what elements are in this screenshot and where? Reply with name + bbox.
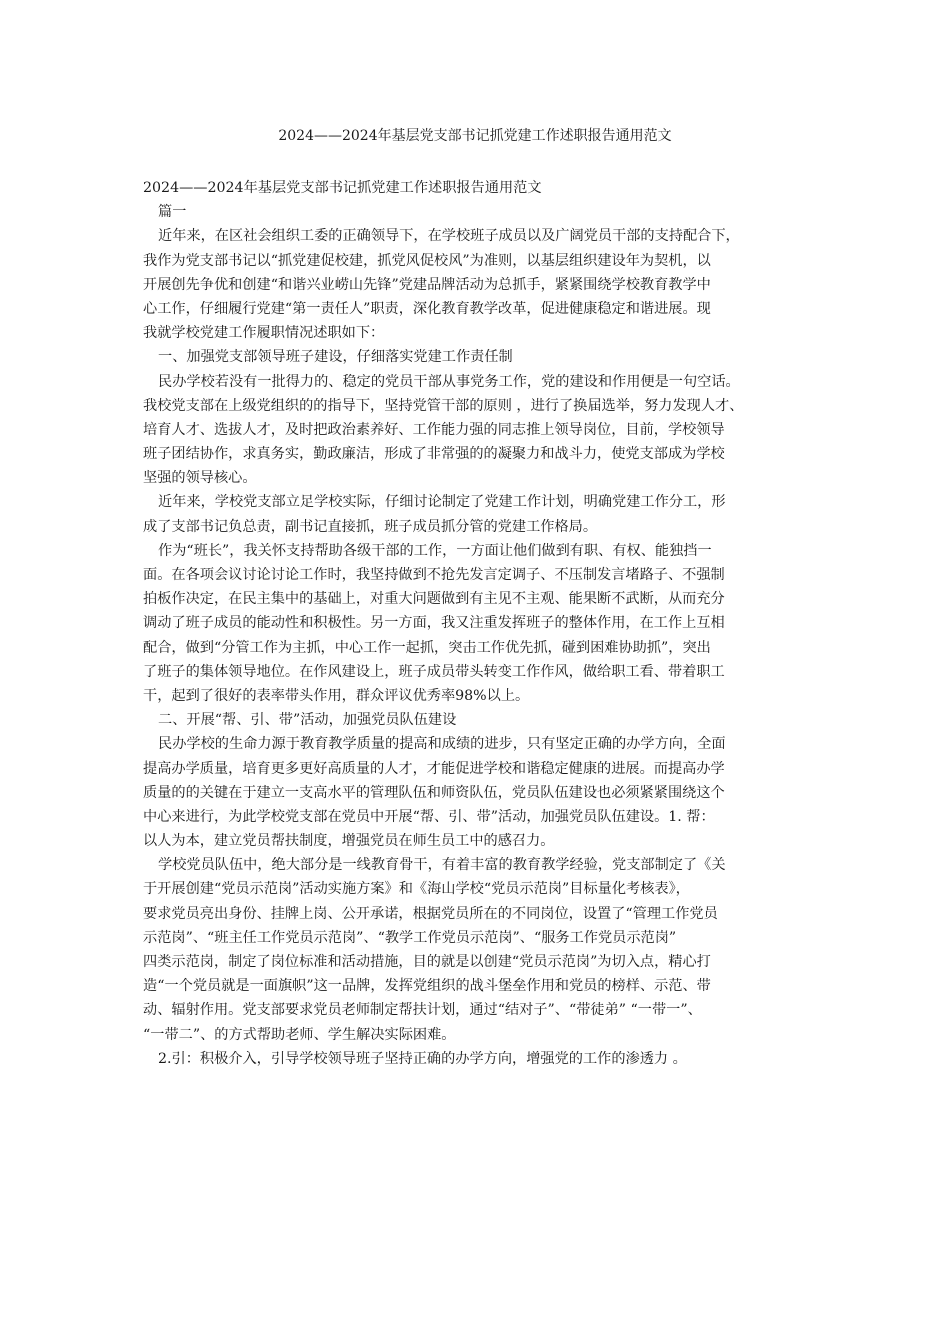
text-line: 民办学校的生命力源于教育教学质量的提高和成绩的进步，只有坚定正确的办学方向，全面 xyxy=(158,736,726,753)
text-line: 我就学校党建工作履职情况述职如下： xyxy=(143,325,385,342)
text-line: 近年来，在区社会组织工委的正确领导下，在学校班子成员以及广阔党员干部的支持配合下， xyxy=(158,228,740,245)
text-line: 动、辐射作用。党支部要求党员老师制定帮扶计划，通过“结对子”、“带徒弟” “一带一”、 xyxy=(143,1002,702,1019)
text-line: 一、加强党支部领导班子建设，仔细落实党建工作责任制 xyxy=(158,349,513,366)
text-line: 干，起到了很好的表率带头作用，群众评议优秀率98%以上。 xyxy=(143,687,530,704)
text-line: 坚强的领导核心。 xyxy=(143,470,257,487)
text-line: 调动了班子成员的能动性和积极性。另一方面，我又注重发挥班子的整体作用，在工作上互相 xyxy=(143,615,725,632)
text-line: 二、开展“帮、引、带”活动，加强党员队伍建设 xyxy=(158,712,457,729)
text-line: 要求党员亮出身份、挂牌上岗、公开承诺，根据党员所在的不同岗位，设置了“管理工作党员 xyxy=(143,905,718,922)
document-title: 2024——2024年基层党支部书记抓党建工作述职报告通用范文 xyxy=(278,128,672,144)
text-line: 心工作，仔细履行党建“第一责任人”职责，深化教育教学改革，促进健康稳定和谐进展。现 xyxy=(143,300,711,317)
text-line: 提高办学质量，培育更多更好高质量的人才，才能促进学校和谐稳定健康的进展。而提高办学 xyxy=(143,760,725,777)
text-line: 以人为本，建立党员帮扶制度，增强党员在师生员工中的感召力。 xyxy=(143,833,555,850)
text-line: 开展创先争优和创建“和谐兴业崂山先锋”党建品牌活动为总抓手，紧紧围绕学校教育教学中 xyxy=(143,276,711,293)
text-line: 近年来，学校党支部立足学校实际，仔细讨论制定了党建工作计划，明确党建工作分工，形 xyxy=(158,494,726,511)
text-line: 四类示范岗，制定了岗位标准和活动措施，目的就是以创建“党员示范岗”为切入点，精心打 xyxy=(143,954,711,970)
text-line: “一带二”、的方式帮助老师、学生解决实际困难。 xyxy=(143,1026,456,1043)
text-line: 民办学校若没有一批得力的、稳定的党员干部从事党务工作，党的建设和作用便是一句空话。 xyxy=(158,373,740,390)
text-line: 质量的的关键在于建立一支高水平的管理队伍和师资队伍，党员队伍建设也必须紧紧围绕这个 xyxy=(143,784,725,801)
text-line: 于开展创建“党员示范岗”活动实施方案》和《海山学校“党员示范岗”目标量化考核表》， xyxy=(143,881,690,898)
text-line: 篇一 xyxy=(158,204,187,221)
text-line: 成了支部书记负总责，副书记直接抓，班子成员抓分管的党建工作格局。 xyxy=(143,518,598,535)
text-line: 了班子的集体领导地位。在作风建设上，班子成员带头转变工作作风，做给职工看、带着职工 xyxy=(143,663,725,680)
text-line: 学校党员队伍中，绝大部分是一线教育骨干，有着丰富的教育教学经验，党支部制定了《关 xyxy=(158,857,726,874)
document-body xyxy=(143,176,823,1071)
text-line: 拍板作决定，在民主集中的基础上，对重大问题做到有主见不主观、能果断不武断，从而充分 xyxy=(143,591,725,608)
text-line: 中心来进行，为此学校党支部在党员中开展“帮、引、带”活动，加强党员队伍建设。1. 帮： xyxy=(143,808,715,825)
text-line: 培育人才、选拔人才，及时把政治素养好、工作能力强的同志推上领导岗位，目前，学校领导 xyxy=(143,421,725,438)
text-line: 2024——2024年基层党支部书记抓党建工作述职报告通用范文 xyxy=(143,180,542,196)
text-line: 我作为党支部书记以“抓党建促校建，抓党风促校风”为准则，以基层组织建设年为契机，以 xyxy=(143,252,711,269)
text-line: 配合，做到“分管工作为主抓，中心工作一起抓，突击工作优先抓，碰到困难协助抓”，突出 xyxy=(143,639,711,656)
text-line: 作为“班长”，我关怀支持帮助各级干部的工作，一方面让他们做到有职、有权、能独挡一 xyxy=(158,542,712,559)
text-line: 我校党支部在上级党组织的的指导下，坚持党管干部的原则 ，进行了换届选举，努力发现人才、 xyxy=(143,397,744,414)
text-line: 班子团结协作，求真务实，勤政廉洁，形成了非常强的的凝聚力和战斗力，使党支部成为学校 xyxy=(143,446,725,463)
text-line: 2.引：积极介入，引导学校领导班子坚持正确的办学方向，增强党的工作的渗透力 。 xyxy=(158,1050,687,1067)
text-line: 示范岗”、“班主任工作党员示范岗”、“教学工作党员示范岗”、“服务工作党员示范岗” xyxy=(143,929,677,946)
text-line: 造“一个党员就是一面旗帜”这一品牌，发挥党组织的战斗堡垒作用和党员的榜样、示范、带 xyxy=(143,978,711,995)
text-line: 面。在各项会议讨论讨论工作时，我坚持做到不抢先发言定调子、不压制发言堵路子、不强制 xyxy=(143,567,725,583)
